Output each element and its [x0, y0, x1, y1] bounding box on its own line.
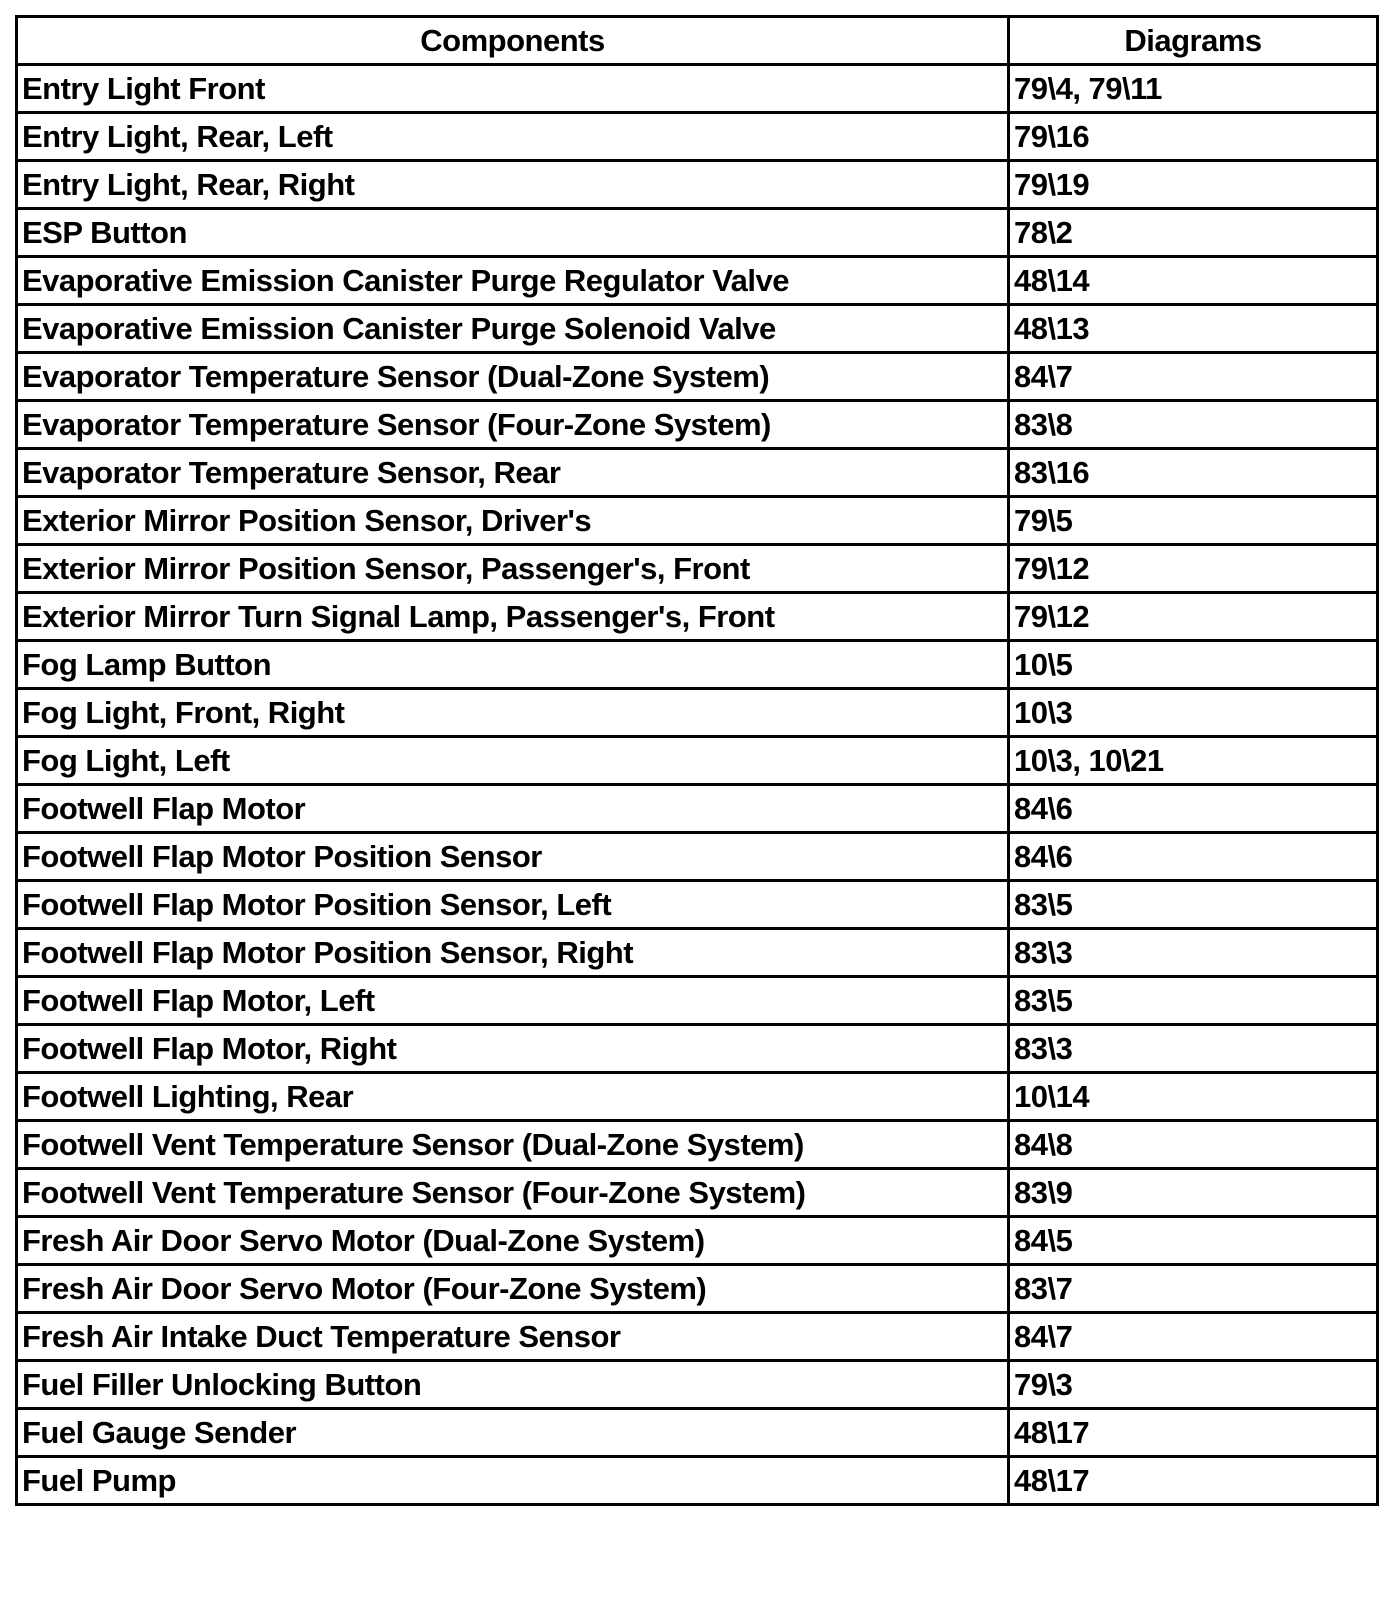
- diagrams-cell: 79\3: [1009, 1361, 1378, 1409]
- diagrams-cell: 10\3, 10\21: [1009, 737, 1378, 785]
- diagrams-cell: 83\9: [1009, 1169, 1378, 1217]
- table-row: [17, 1073, 1378, 1121]
- component-cell: Footwell Flap Motor Position Sensor, Left: [17, 881, 1009, 929]
- diagrams-cell: 83\8: [1009, 401, 1378, 449]
- component-cell: Fog Lamp Button: [17, 641, 1009, 689]
- table-row: [17, 1313, 1378, 1361]
- component-cell: ESP Button: [17, 209, 1009, 257]
- table-row: [17, 401, 1378, 449]
- table-row: [17, 1025, 1378, 1073]
- diagrams-cell: 48\13: [1009, 305, 1378, 353]
- diagrams-cell: 83\3: [1009, 1025, 1378, 1073]
- component-cell: Footwell Vent Temperature Sensor (Four-Zone System): [17, 1169, 1009, 1217]
- diagrams-cell: 84\5: [1009, 1217, 1378, 1265]
- component-cell: Fog Light, Front, Right: [17, 689, 1009, 737]
- component-cell: Entry Light, Rear, Left: [17, 113, 1009, 161]
- diagrams-cell: 83\16: [1009, 449, 1378, 497]
- table-row: [17, 545, 1378, 593]
- component-cell: Footwell Vent Temperature Sensor (Dual-Zone System): [17, 1121, 1009, 1169]
- table-header-row: [17, 17, 1378, 65]
- component-cell: Fresh Air Intake Duct Temperature Sensor: [17, 1313, 1009, 1361]
- table-row: [17, 1457, 1378, 1505]
- diagrams-cell: 84\6: [1009, 833, 1378, 881]
- component-cell: Fresh Air Door Servo Motor (Four-Zone System): [17, 1265, 1009, 1313]
- table-row: [17, 1409, 1378, 1457]
- component-cell: Footwell Flap Motor, Left: [17, 977, 1009, 1025]
- table-row: [17, 977, 1378, 1025]
- diagrams-cell: 84\8: [1009, 1121, 1378, 1169]
- diagrams-cell: 48\14: [1009, 257, 1378, 305]
- diagrams-cell: 83\3: [1009, 929, 1378, 977]
- table-row: [17, 641, 1378, 689]
- component-cell: Footwell Lighting, Rear: [17, 1073, 1009, 1121]
- table-row: [17, 113, 1378, 161]
- table-row: [17, 785, 1378, 833]
- table-row: [17, 593, 1378, 641]
- component-cell: Evaporative Emission Canister Purge Solenoid Valve: [17, 305, 1009, 353]
- component-cell: Footwell Flap Motor Position Sensor: [17, 833, 1009, 881]
- table-body: [17, 65, 1378, 1505]
- diagrams-cell: 79\12: [1009, 545, 1378, 593]
- diagrams-cell: 84\6: [1009, 785, 1378, 833]
- diagrams-cell: 79\16: [1009, 113, 1378, 161]
- diagrams-cell: 10\3: [1009, 689, 1378, 737]
- table-row: [17, 1361, 1378, 1409]
- table-row: [17, 449, 1378, 497]
- components-table: [15, 15, 1379, 1506]
- table-row: [17, 737, 1378, 785]
- component-cell: Evaporator Temperature Sensor (Dual-Zone System): [17, 353, 1009, 401]
- diagrams-cell: 48\17: [1009, 1409, 1378, 1457]
- diagrams-cell: 10\14: [1009, 1073, 1378, 1121]
- diagrams-cell: 79\5: [1009, 497, 1378, 545]
- component-cell: Footwell Flap Motor: [17, 785, 1009, 833]
- component-cell: Exterior Mirror Position Sensor, Driver's: [17, 497, 1009, 545]
- diagrams-cell: 83\7: [1009, 1265, 1378, 1313]
- diagrams-cell: 84\7: [1009, 1313, 1378, 1361]
- component-cell: Entry Light Front: [17, 65, 1009, 113]
- table-row: [17, 1121, 1378, 1169]
- header-components: Components: [17, 17, 1009, 65]
- table-row: [17, 161, 1378, 209]
- diagrams-cell: 83\5: [1009, 977, 1378, 1025]
- table-row: [17, 833, 1378, 881]
- component-cell: Fuel Filler Unlocking Button: [17, 1361, 1009, 1409]
- table-row: [17, 1265, 1378, 1313]
- table-row: [17, 305, 1378, 353]
- diagrams-cell: 48\17: [1009, 1457, 1378, 1505]
- component-cell: Evaporator Temperature Sensor, Rear: [17, 449, 1009, 497]
- diagrams-cell: 83\5: [1009, 881, 1378, 929]
- table-row: [17, 65, 1378, 113]
- component-cell: Evaporator Temperature Sensor (Four-Zone System): [17, 401, 1009, 449]
- header-diagrams: Diagrams: [1009, 17, 1378, 65]
- table-row: [17, 1169, 1378, 1217]
- component-cell: Fog Light, Left: [17, 737, 1009, 785]
- diagrams-cell: 84\7: [1009, 353, 1378, 401]
- component-cell: Fuel Gauge Sender: [17, 1409, 1009, 1457]
- table-row: [17, 689, 1378, 737]
- component-cell: Evaporative Emission Canister Purge Regulator Valve: [17, 257, 1009, 305]
- table-row: [17, 257, 1378, 305]
- component-cell: Footwell Flap Motor Position Sensor, Right: [17, 929, 1009, 977]
- diagrams-cell: 79\12: [1009, 593, 1378, 641]
- diagrams-cell: 78\2: [1009, 209, 1378, 257]
- component-cell: Exterior Mirror Position Sensor, Passenger's, Front: [17, 545, 1009, 593]
- component-cell: Entry Light, Rear, Right: [17, 161, 1009, 209]
- table-row: [17, 497, 1378, 545]
- component-cell: Footwell Flap Motor, Right: [17, 1025, 1009, 1073]
- diagrams-cell: 79\4, 79\11: [1009, 65, 1378, 113]
- diagrams-cell: 79\19: [1009, 161, 1378, 209]
- table-row: [17, 881, 1378, 929]
- table-row: [17, 929, 1378, 977]
- component-cell: Fresh Air Door Servo Motor (Dual-Zone System): [17, 1217, 1009, 1265]
- component-cell: Exterior Mirror Turn Signal Lamp, Passenger's, Front: [17, 593, 1009, 641]
- table-row: [17, 353, 1378, 401]
- table-row: [17, 209, 1378, 257]
- component-cell: Fuel Pump: [17, 1457, 1009, 1505]
- table-row: [17, 1217, 1378, 1265]
- diagrams-cell: 10\5: [1009, 641, 1378, 689]
